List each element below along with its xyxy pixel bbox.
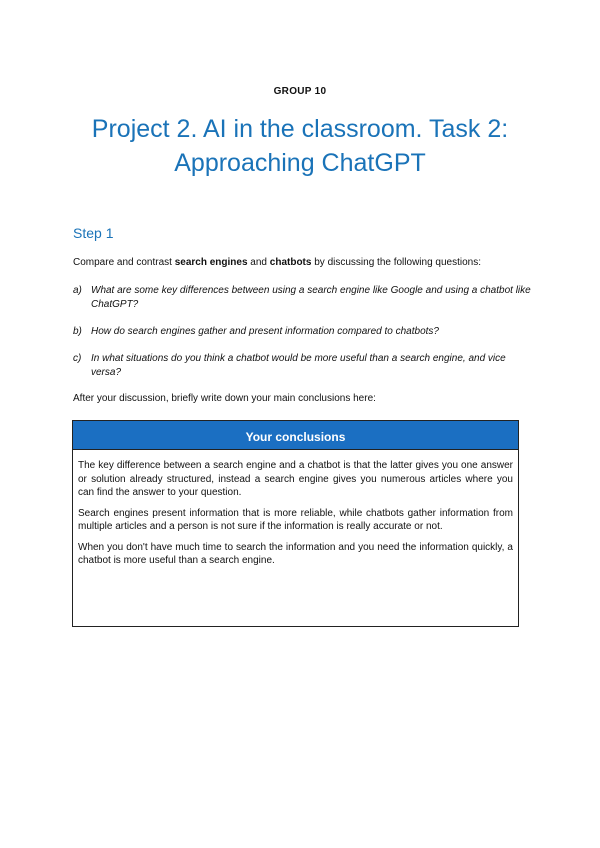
conclusions-box xyxy=(72,420,519,627)
intro-text xyxy=(73,257,533,268)
question-text: What are some key differences between using a search engine like Google and using a chatbot like ChatGPT? xyxy=(91,285,531,310)
conclusion-paragraph-2: Search engines present information that is more reliable, while chatbots gather information from multiple articles and a person is not sure if the information is really accurate or not. xyxy=(78,507,513,532)
question-b xyxy=(73,325,533,339)
title-line-2: Approaching ChatGPT xyxy=(174,149,426,177)
question-letter: a) xyxy=(73,285,82,296)
conclusions-body[interactable] xyxy=(73,450,518,568)
page-title xyxy=(40,112,560,180)
question-text: How do search engines gather and present information compared to chatbots? xyxy=(91,326,439,337)
after-discussion-text: After your discussion, briefly write down your main conclusions here: xyxy=(73,393,376,404)
question-text: In what situations do you think a chatbot would be more useful than a search engine, and vice versa? xyxy=(91,353,506,378)
intro-mid: and xyxy=(247,257,270,268)
intro-bold-chatbots: chatbots xyxy=(269,257,312,268)
title-line-1: Project 2. AI in the classroom. Task 2: xyxy=(91,115,509,143)
conclusion-paragraph-3: When you don't have much time to search the information and you need the information quickly, a chatbot is more useful than a search engine. xyxy=(78,541,513,566)
conclusions-heading: Your conclusions xyxy=(73,421,518,450)
intro-pre: Compare and contrast xyxy=(73,257,175,268)
step-heading: Step 1 xyxy=(73,225,114,241)
group-label: GROUP 10 xyxy=(273,86,327,97)
intro-bold-search-engines: search engines xyxy=(174,257,248,268)
question-letter: b) xyxy=(73,326,82,337)
intro-post: by discussing the following questions: xyxy=(311,257,481,268)
conclusion-paragraph-1: The key difference between a search engine and a chatbot is that the latter gives you one answer or solution already structured, instead a search engine gives you numerous articles where you can find the answer to your question. xyxy=(78,460,513,498)
question-c xyxy=(73,352,533,379)
question-a xyxy=(73,284,533,311)
question-letter: c) xyxy=(73,353,82,364)
